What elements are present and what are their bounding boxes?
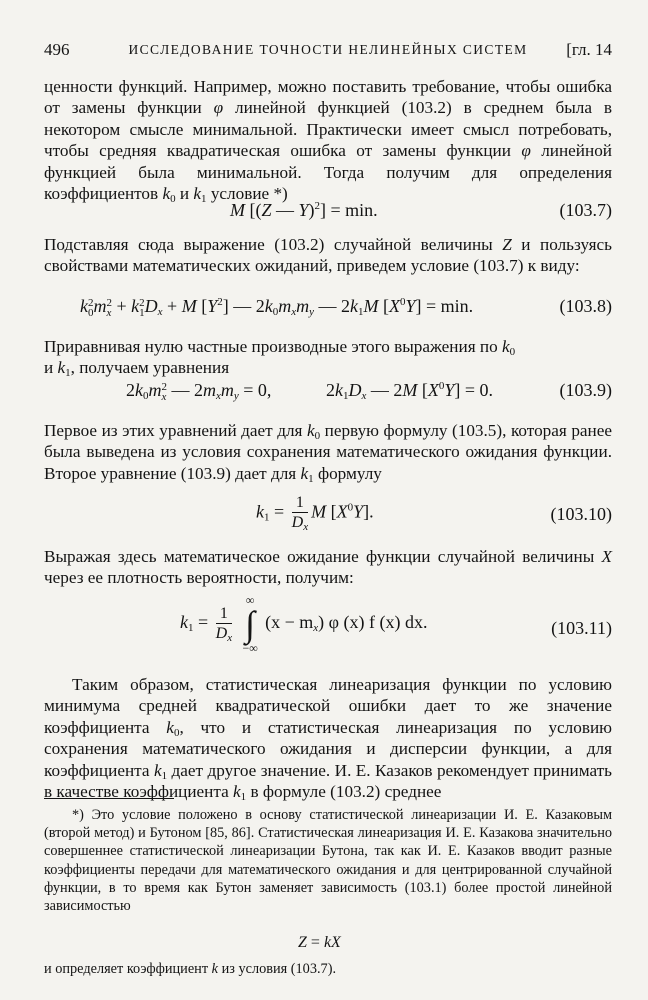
equation-103-11 (44, 594, 612, 662)
equation-number: (103.10) (550, 504, 612, 524)
paragraph-6: Таким образом, статистическая линеаризация функции по условию минимума средней квадратической ошибки дает то же значение коэффициента $k_0$, что и статистическая линеаризация по условию сохранения математического ожидания и дисперсии функции, а для коэффициента $k_1$ дает другое значение. И. Е. Казаков рекомендует принимать в качестве коэффициента $k_1$ в формуле (103.2) среднее (44, 675, 613, 804)
equation-formula: k2 0m2 x + k2 $1D_x + M$ $[Y^2]$ — $2k_0m_xm_y$ — $2k_1M$ $[X^0Y] = \min$. (80, 296, 474, 319)
paragraph-3: Приравнивая нулю частные производные этого выражения по $k_0$ и $k_1$, получаем уравнения (44, 337, 516, 380)
running-title: ИССЛЕДОВАНИЕ ТОЧНОСТИ НЕЛИНЕЙНЫХ СИСТЕМ (128, 42, 528, 57)
equation-number: (103.11) (551, 618, 612, 638)
integral-sign: ∞ ∫ −∞ (242, 593, 258, 655)
equation-103-9 (44, 380, 612, 410)
equation-formula-b: $2k_1D_x$ — 2M $[X^0Y] = 0$. (326, 380, 494, 402)
paragraph-4: Первое из этих уравнений дает для $k_0$ первую формулу (103.5), которая ранее была выведена из условия сохранения математического ожидания функции. Второе уравнение (103.9) дает для $k_1$ формулу (44, 421, 612, 485)
footnote-rule (44, 798, 174, 799)
chapter-label: [гл. 14 (566, 40, 612, 59)
equation-number: (103.9) (559, 380, 612, 400)
equation-number: (103.8) (559, 296, 612, 316)
footnote-formula (44, 934, 612, 956)
equation-formula: $k_1$ = $\frac{1}{D_x}$ M $[X^0Y]$. (256, 494, 374, 533)
equation-formula: $k_1$ = $\frac{1}{D_x}$ ∞ ∫ −∞ $(x - m_x)$ φ (x) f (x) dx. (180, 593, 428, 655)
footnote-formula-text: Z = kX (298, 934, 341, 951)
equation-formula: M [(Z — Y)$^2$] = min. (230, 200, 378, 220)
equation-103-8 (44, 296, 612, 326)
paragraph-2: Подставляя сюда выражение (103.2) случайной величины Z и пользуясь свойствами математических ожиданий, приведем условие (103.7) к виду: (44, 235, 612, 276)
equation-103-10 (44, 494, 612, 538)
page-number: 496 (44, 40, 70, 59)
equation-103-7 (44, 200, 612, 230)
footnote-text: *) Это условие положено в основу статистической линеаризации И. Е. Казаковым (второй метод) и Бутоном [85, 86]. Статистическая линеаризация И. Е. Казакова значительно совершеннее статистической линеаризации Бутона, так как И. Е. Казаков вводит разные коэффициенты передачи для математического ожидания и для центрированной случайной функции, в то время как Бутон заменяет зависимость (103.1) более простой линейной зависимостью (44, 807, 612, 915)
paragraph-5: Выражая здесь математическое ожидание функции случайной величины X через ее плотность вероятности, получим: (44, 547, 612, 588)
equation-number: (103.7) (559, 200, 612, 220)
paragraph-1: ценности функций. Например, можно поставить требование, чтобы ошибка от замены функции φ линейной функцией (103.2) в среднем была в некотором смысле минимальной. Практически имеет смысл потребовать, чтобы средняя квадратическая ошибка от замены функции φ линейной функцией была минимальной. Тогда получим для определения коэффициентов $k_0$ и $k_1$ условие *) (44, 77, 612, 206)
equation-formula-a: $2k_0m2$ x — $2m_xm_y = 0$, (126, 380, 272, 403)
footnote-tail: и определяет коэффициент k из условия (103.7). (44, 961, 337, 977)
running-header (44, 38, 612, 64)
